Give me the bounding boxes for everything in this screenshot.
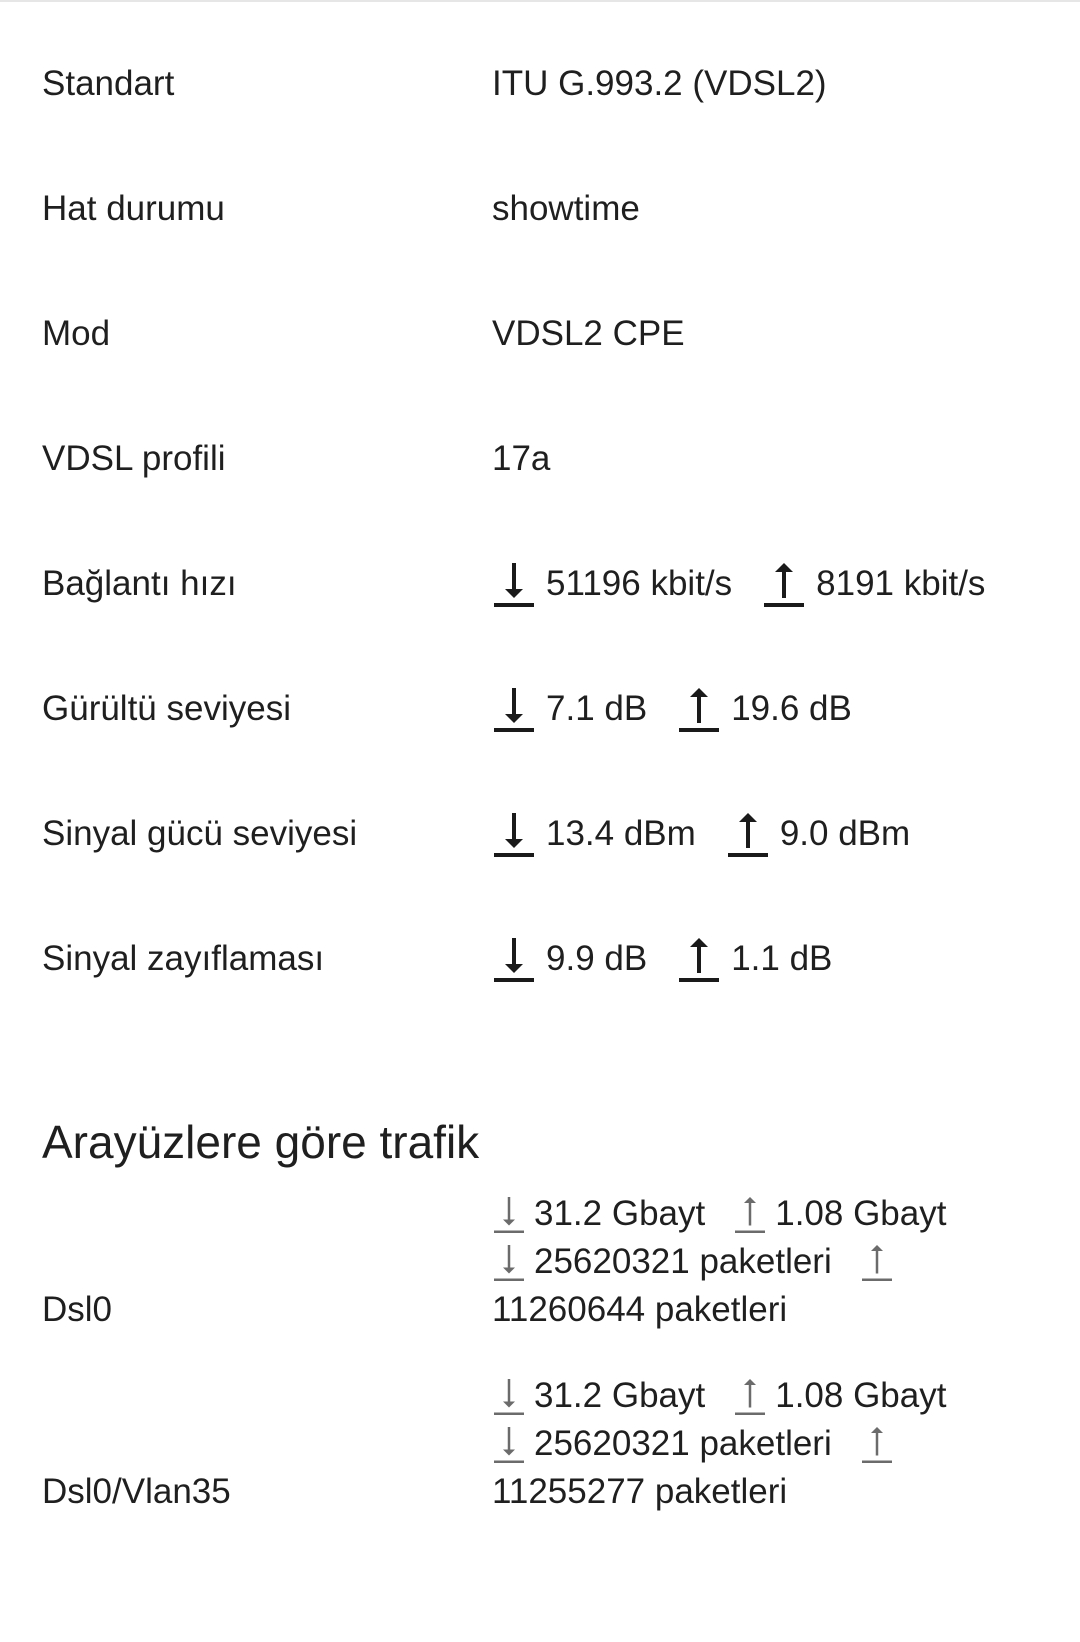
upload-arrow-icon (677, 935, 721, 983)
measurement-label: Sinyal gücü seviyesi (42, 814, 358, 853)
upload-bytes: 1.08 Gbayt (775, 1194, 947, 1233)
download-arrow-icon (492, 1376, 526, 1416)
downstream-value: 7.1 dB (546, 689, 648, 728)
detail-value: 17a (492, 439, 551, 478)
traffic-bytes-line (492, 1190, 1052, 1238)
interface-name: Dsl0/Vlan35 (42, 1472, 231, 1511)
detail-label: VDSL profili (42, 439, 226, 478)
interface-name: Dsl0 (42, 1290, 113, 1329)
upload-arrow-icon (860, 1242, 894, 1282)
traffic-packets-line-continued (492, 1286, 1052, 1334)
measurement-label: Gürültü seviyesi (42, 689, 291, 728)
traffic-stats (492, 1372, 1052, 1516)
measurement-row-noise-margin (0, 679, 1080, 739)
traffic-row-dsl0 (0, 1190, 1080, 1334)
measurement-row-signal-power (0, 804, 1080, 864)
measurement-label: Bağlantı hızı (42, 564, 237, 603)
download-arrow-icon (492, 810, 536, 858)
traffic-packets-line (492, 1238, 1052, 1286)
upstream-value: 8191 kbit/s (816, 564, 986, 603)
upstream-value: 9.0 dBm (779, 814, 911, 853)
traffic-stats (492, 1190, 1052, 1334)
measurement-value (492, 804, 910, 864)
upload-arrow-icon (677, 685, 721, 733)
download-packets: 25620321 paketleri (534, 1242, 832, 1281)
download-arrow-icon (492, 1194, 526, 1234)
measurement-value (492, 679, 852, 739)
detail-value: showtime (492, 189, 640, 228)
upload-arrow-icon (762, 560, 806, 608)
upstream-value: 19.6 dB (731, 689, 852, 728)
detail-row-standard (0, 54, 1080, 114)
measurement-row-connection-speed (0, 554, 1080, 614)
traffic-packets-line-continued (492, 1468, 1052, 1516)
measurement-value (492, 929, 832, 989)
upstream-value: 1.1 dB (731, 939, 833, 978)
download-arrow-icon (492, 1242, 526, 1282)
download-arrow-icon (492, 560, 536, 608)
measurement-row-attenuation (0, 929, 1080, 989)
upload-packets: 11255277 paketleri (492, 1472, 788, 1511)
downstream-value: 9.9 dB (546, 939, 648, 978)
traffic-section-title: Arayüzlere göre trafik (42, 1116, 480, 1168)
measurement-value (492, 554, 985, 614)
traffic-row-dsl0-vlan35 (0, 1372, 1080, 1516)
top-divider (0, 0, 1080, 2)
download-bytes: 31.2 Gbayt (534, 1194, 706, 1233)
detail-label: Standart (42, 64, 175, 103)
measurement-label: Sinyal zayıflaması (42, 939, 325, 978)
downstream-value: 13.4 dBm (546, 814, 696, 853)
upload-arrow-icon (733, 1194, 767, 1234)
detail-label: Mod (42, 314, 111, 353)
detail-value: ITU G.993.2 (VDSL2) (492, 64, 827, 103)
download-arrow-icon (492, 685, 536, 733)
download-arrow-icon (492, 935, 536, 983)
detail-row-vdsl-profile (0, 429, 1080, 489)
detail-value: VDSL2 CPE (492, 314, 685, 353)
detail-row-mode (0, 304, 1080, 364)
traffic-packets-line (492, 1420, 1052, 1468)
upload-arrow-icon (726, 810, 770, 858)
detail-label: Hat durumu (42, 189, 225, 228)
download-arrow-icon (492, 1424, 526, 1464)
download-bytes: 31.2 Gbayt (534, 1376, 706, 1415)
upload-packets: 11260644 paketleri (492, 1290, 788, 1329)
traffic-bytes-line (492, 1372, 1052, 1420)
download-packets: 25620321 paketleri (534, 1424, 832, 1463)
upload-bytes: 1.08 Gbayt (775, 1376, 947, 1415)
detail-row-line-status (0, 179, 1080, 239)
upload-arrow-icon (733, 1376, 767, 1416)
downstream-value: 51196 kbit/s (546, 564, 733, 603)
upload-arrow-icon (860, 1424, 894, 1464)
